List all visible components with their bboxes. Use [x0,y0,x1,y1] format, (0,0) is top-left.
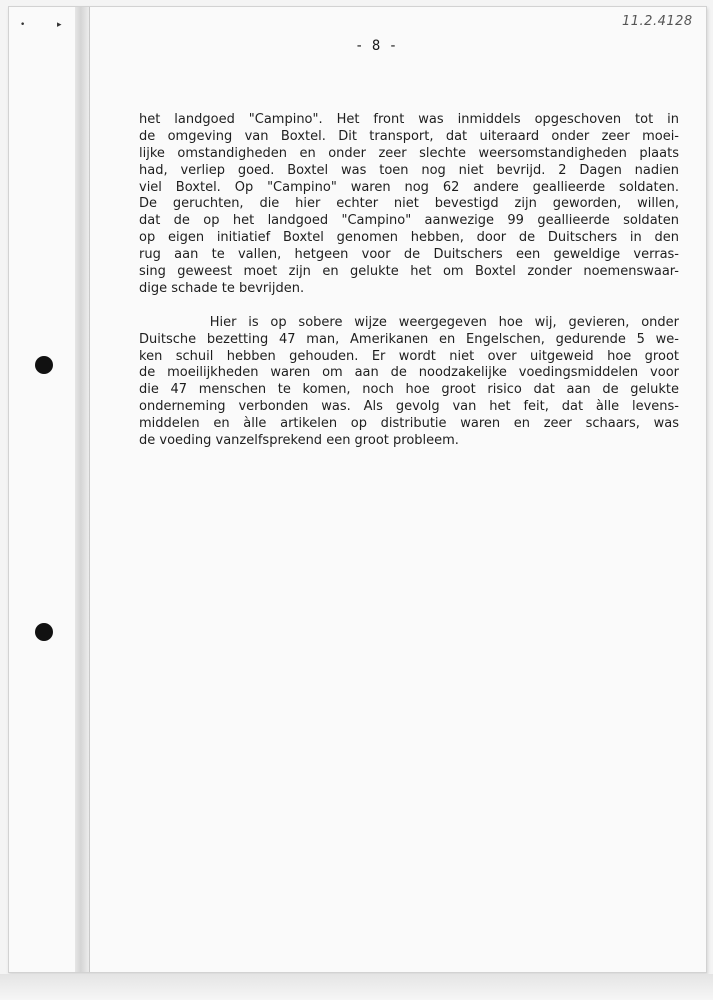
text-line: lijke omstandigheden en onder zeer slechte weersomstandigheden plaats [139,145,679,161]
text-line: middelen en àlle artikelen op distributie waren en zeer schaars, was [139,416,679,432]
text-line: had, verliep goed. Boxtel was toen nog niet bevrijd. 2 Dagen nadien [139,162,679,178]
text-line: de voeding vanzelfsprekend een groot probleem. [139,433,459,449]
punch-hole-bottom [35,623,53,641]
text-line: sing geweest moet zijn en gelukte het om Boxtel zonder noemenswaar- [139,264,679,280]
text-line: het landgoed "Campino". Het front was inmiddels opgeschoven tot in [139,112,679,127]
binding-fold-shadow [75,7,89,972]
text-line: ken schuil hebben gehouden. Er wordt niet over uitgeweid hoe groot [139,348,679,364]
paragraph-1 [139,112,679,298]
text-line: op eigen initiatief Boxtel genomen hebben, door de Duitschers in den [139,230,679,246]
text-line: De geruchten, die hier echter niet bevestigd zijn geworden, willen, [139,196,679,212]
text-line: dat de op het landgoed "Campino" aanwezige 99 geallieerde soldaten [139,213,679,229]
binding-fold-line [89,7,90,972]
text-line: de omgeving van Boxtel. Dit transport, dat uiteraard onder zeer moei- [139,128,679,144]
margin-mark-left: • [20,20,26,30]
archive-reference: 11.2.4128 [622,14,693,29]
margin-mark-right: ▸ [57,20,62,30]
text-line: rug aan te vallen, hetgeen voor de Duitschers een geweldige verras- [139,247,679,263]
text-line: de moeilijkheden waren om aan de noodzakelijke voedingsmiddelen voor [139,365,679,381]
text-line: Duitsche bezetting 47 man, Amerikanen en Engelschen, gedurende 5 we- [139,331,679,347]
text-line: onderneming verbonden was. Als gevolg van het feit, dat àlle levens- [139,399,679,415]
text-line: viel Boxtel. Op "Campino" waren nog 62 andere geallieerde soldaten. [139,179,679,195]
paragraph-2 [139,315,679,450]
text-line: dige schade te bevrijden. [139,280,305,296]
page-number: - 8 - [355,38,398,54]
scan-bottom-edge [0,974,713,1000]
punch-hole-top [35,356,53,374]
text-line: die 47 menschen te komen, noch hoe groot risico dat aan de gelukte [139,382,679,398]
text-line: Hier is op sobere wijze weergegeven hoe wij, gevieren, onder [139,314,679,330]
document-body [139,112,679,450]
